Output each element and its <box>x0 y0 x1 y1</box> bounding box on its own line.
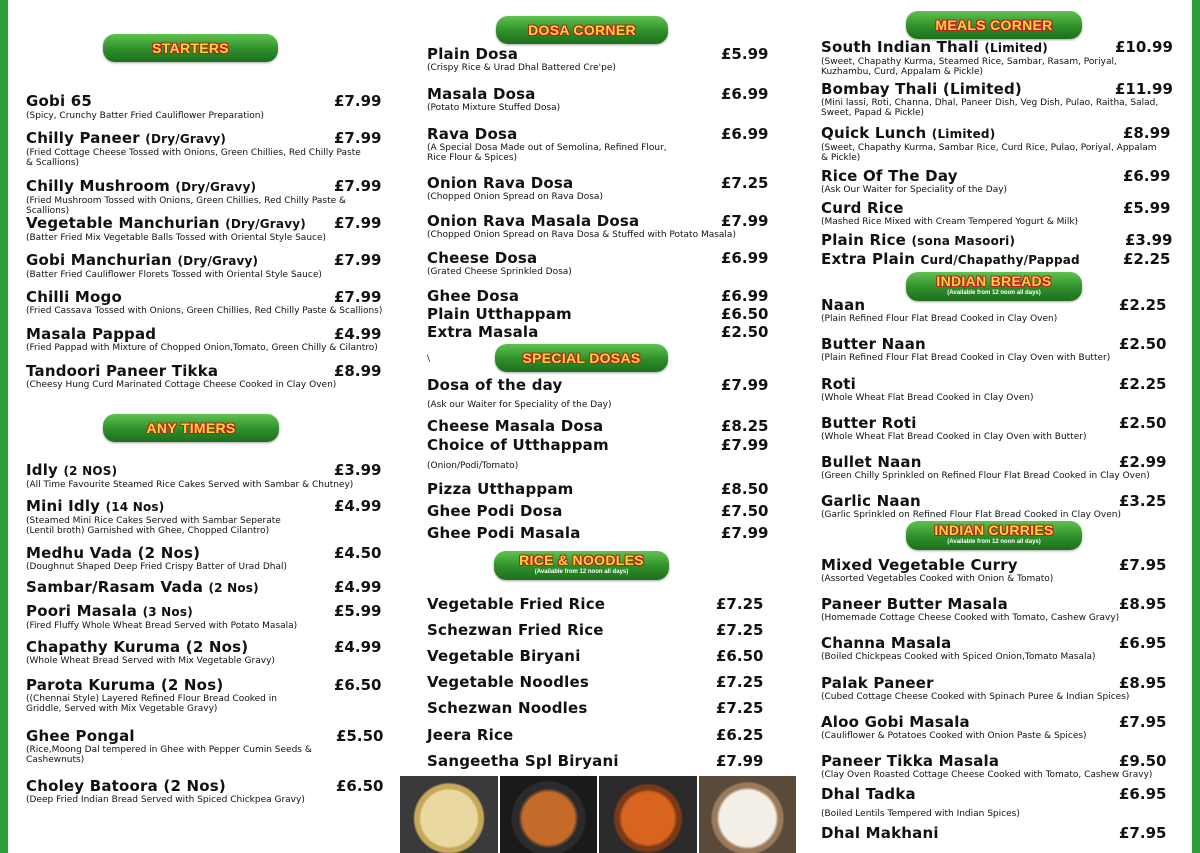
item-desc: (Cauliflower & Potatoes Cooked with Onion Paste & Spices) <box>821 731 1087 741</box>
item-name: Extra Masala <box>427 323 539 341</box>
item-desc: (Deep Fried Indian Bread Served with Spiced Chickpea Gravy) <box>26 795 305 805</box>
item-name: Plain Utthappam <box>427 305 572 323</box>
item-desc: (Spicy, Crunchy Batter Fried Cauliflower Preparation) <box>26 111 264 121</box>
item-price: £7.95 <box>1119 824 1167 842</box>
menu-item <box>427 752 767 770</box>
item-name: Dhal Tadka <box>821 785 916 803</box>
indian-curries-note: (Available from 12 noon all days) <box>947 539 1041 545</box>
menu-item <box>821 375 1171 403</box>
item-name: Gobi 65 <box>26 92 92 110</box>
item-name: Paneer Tikka Masala <box>821 752 1000 770</box>
item-desc: (Grated Cheese Sprinkled Dosa) <box>427 267 572 277</box>
item-name: Dhal Makhani <box>821 824 939 842</box>
item-price: £8.99 <box>334 362 382 380</box>
menu-item <box>821 785 1171 819</box>
menu-item <box>26 325 386 353</box>
item-name: Chilly Paneer (Dry/Gravy) <box>26 129 227 147</box>
item-desc: (Chopped Onion Spread on Rava Dosa) <box>427 192 603 202</box>
menu-item <box>427 726 767 744</box>
item-desc: (Mashed Rice Mixed with Cream Tempered Yogurt & Milk) <box>821 217 1079 227</box>
item-name: Butter Roti <box>821 414 917 432</box>
item-price: £6.99 <box>721 85 769 103</box>
item-name: Schezwan Fried Rice <box>427 621 604 639</box>
item-price: £6.95 <box>1119 634 1167 652</box>
item-desc: (Green Chilly Sprinkled on Refined Flour Flat Bread Cooked in Clay Oven) <box>821 471 1150 481</box>
item-price: £2.50 <box>721 323 769 341</box>
menu-item <box>26 129 386 168</box>
menu-item <box>427 699 767 717</box>
item-price: £7.25 <box>716 621 764 639</box>
special-dosas-heading: SPECIAL DOSAS <box>522 350 641 366</box>
item-price: £6.99 <box>721 125 769 143</box>
item-price: £4.99 <box>334 497 382 515</box>
item-name: Ghee Podi Masala <box>427 524 581 542</box>
menu-item <box>427 85 767 113</box>
item-price: £2.50 <box>1119 335 1167 353</box>
item-desc: (Batter Fried Cauliflower Florets Tossed with Oriental Style Sauce) <box>26 270 322 280</box>
item-price: £3.99 <box>1125 231 1173 249</box>
stray-mark: \ <box>427 354 431 364</box>
item-name: Rava Dosa <box>427 125 518 143</box>
item-price: £6.50 <box>334 676 382 694</box>
item-price: £4.99 <box>334 325 382 343</box>
item-name: Jeera Rice <box>427 726 514 744</box>
item-desc: (Ask our Waiter for Speciality of the Day) <box>427 400 612 410</box>
item-desc: (Sweet, Chapathy Kurma, Steamed Rice, Sambar, Rasam, Poriyal, Kuzhambu, Curd, Appalam & Pickle) <box>821 57 1117 77</box>
menu-item <box>427 621 767 639</box>
menu-item <box>427 287 767 305</box>
item-price: £2.25 <box>1123 250 1171 268</box>
item-price: £4.99 <box>334 578 382 596</box>
item-desc: (Clay Oven Roasted Cottage Cheese Cooked with Tomato, Cashew Gravy) <box>821 770 1153 780</box>
any-timers-heading: ANY TIMERS <box>146 420 236 436</box>
item-name: Chilly Mushroom (Dry/Gravy) <box>26 177 257 195</box>
menu-item <box>821 124 1171 163</box>
item-name: Tandoori Paneer Tikka <box>26 362 219 380</box>
item-name: Ghee Podi Dosa <box>427 502 563 520</box>
menu-item <box>821 250 1171 269</box>
menu-item <box>821 414 1171 442</box>
menu-item <box>26 251 386 280</box>
item-name: Onion Rava Masala Dosa <box>427 212 640 230</box>
menu-item <box>821 296 1171 324</box>
item-name: Roti <box>821 375 856 393</box>
menu-item <box>821 713 1171 741</box>
item-price: £4.50 <box>334 544 382 562</box>
item-desc: (Boiled Lentils Tempered with Indian Spices) <box>821 809 1020 819</box>
item-desc: (All Time Favourite Steamed Rice Cakes Served with Sambar & Chutney) <box>26 480 354 490</box>
item-name: Bullet Naan <box>821 453 922 471</box>
item-price: £8.95 <box>1119 595 1167 613</box>
menu-item <box>427 647 767 665</box>
noodles-photo <box>500 776 600 853</box>
item-name: Poori Masala (3 Nos) <box>26 602 193 620</box>
rice-noodles-note: (Available from 12 noon all days) <box>534 569 629 575</box>
item-price: £6.25 <box>716 726 764 744</box>
menu-item <box>26 362 386 390</box>
menu-item <box>26 544 386 572</box>
item-desc: (Boiled Chickpeas Cooked with Spiced Onion,Tomato Masala) <box>821 652 1096 662</box>
item-desc: (Plain Refined Flour Flat Bread Cooked in Clay Oven with Butter) <box>821 353 1111 363</box>
item-desc: (Crispy Rice & Urad Dhal Battered Cre'pe) <box>427 63 616 73</box>
item-desc: (Plain Refined Flour Flat Bread Cooked in Clay Oven) <box>821 314 1058 324</box>
item-desc: (Ask Our Waiter for Speciality of the Day) <box>821 185 1008 195</box>
item-name: Vegetable Fried Rice <box>427 595 606 613</box>
menu-item <box>821 80 1171 118</box>
item-name: Ghee Dosa <box>427 287 520 305</box>
item-price: £7.99 <box>334 251 382 269</box>
item-price: £7.99 <box>334 129 382 147</box>
food-photos <box>400 776 796 853</box>
item-desc: (Assorted Vegetables Cooked with Onion & Tomato) <box>821 574 1054 584</box>
schezwan-noodles-photo <box>599 776 699 853</box>
item-desc: ((Chennai Style) Layered Refined Flour Bread Cooked in Griddle, Served with Mix Vegetable Gravy) <box>26 694 277 714</box>
meals-corner-heading: MEALS CORNER <box>935 17 1053 33</box>
menu-item <box>427 502 767 520</box>
item-name: Chapathy Kuruma (2 Nos) <box>26 638 249 656</box>
menu-item <box>427 524 767 542</box>
item-price: £7.25 <box>721 174 769 192</box>
item-price: £7.95 <box>1119 713 1167 731</box>
item-name: Mixed Vegetable Curry <box>821 556 1018 574</box>
item-desc: (Cheesy Hung Curd Marinated Cottage Cheese Cooked in Clay Oven) <box>26 380 337 390</box>
item-price: £7.99 <box>721 376 769 394</box>
indian-breads-note: (Available from 12 noon all days) <box>947 290 1041 296</box>
menu-item <box>821 167 1171 195</box>
menu-item <box>821 595 1171 623</box>
item-price: £7.99 <box>721 212 769 230</box>
item-price: £5.99 <box>334 602 382 620</box>
menu-item <box>821 199 1171 227</box>
menu-item <box>821 492 1171 520</box>
item-price: £6.50 <box>721 305 769 323</box>
item-price: £11.99 <box>1115 80 1173 98</box>
item-desc: (A Special Dosa Made out of Semolina, Refined Flour, Rice Flour & Spices) <box>427 143 667 163</box>
item-price: £10.99 <box>1115 38 1173 56</box>
item-price: £7.50 <box>721 502 769 520</box>
item-price: £2.50 <box>1119 414 1167 432</box>
item-price: £6.99 <box>1123 167 1171 185</box>
menu-item <box>821 556 1171 584</box>
item-desc: (Batter Fried Mix Vegetable Balls Tossed with Oriental Style Sauce) <box>26 233 327 243</box>
item-name: Extra Plain Curd/Chapathy/Pappad <box>821 250 1080 268</box>
item-price: £9.50 <box>1119 752 1167 770</box>
item-price: £6.50 <box>336 777 384 795</box>
item-price: £8.50 <box>721 480 769 498</box>
item-name: Paneer Butter Masala <box>821 595 1008 613</box>
item-name: Aloo Gobi Masala <box>821 713 970 731</box>
item-name: South Indian Thali (Limited) <box>821 38 1048 56</box>
item-name: Dosa of the day <box>427 376 563 394</box>
item-desc: (Fried Mushroom Tossed with Onions, Green Chillies, Red Chilly Paste & Scallions) <box>26 196 347 216</box>
menu-item <box>427 376 767 410</box>
menu-item <box>427 249 767 277</box>
item-name: Quick Lunch (Limited) <box>821 124 996 142</box>
item-desc: (Fried Cassava Tossed with Onions, Green Chillies, Red Chilly Paste & Scallions) <box>26 306 383 316</box>
item-name: Choice of Utthappam <box>427 436 609 454</box>
item-name: Cheese Masala Dosa <box>427 417 604 435</box>
item-name: Vegetable Manchurian (Dry/Gravy) <box>26 214 306 232</box>
item-price: £7.99 <box>721 436 769 454</box>
item-name: Butter Naan <box>821 335 926 353</box>
item-desc: (Rice,Moong Dal tempered in Ghee with Pepper Cumin Seeds & Cashewnuts) <box>26 745 312 765</box>
menu-item <box>26 288 386 316</box>
item-price: £5.99 <box>1123 199 1171 217</box>
item-price: £6.50 <box>716 647 764 665</box>
menu-item <box>427 480 767 498</box>
item-desc: (Onion/Podi/Tomato) <box>427 461 519 471</box>
menu-item <box>821 453 1171 481</box>
item-desc: (Cubed Cottage Cheese Cooked with Spinach Puree & Indian Spices) <box>821 692 1130 702</box>
any-timers-banner <box>103 414 279 442</box>
dosa-corner-banner <box>496 16 668 44</box>
menu-item <box>821 752 1171 780</box>
item-price: £7.99 <box>334 214 382 232</box>
menu-item <box>26 461 386 490</box>
item-price: £3.25 <box>1119 492 1167 510</box>
menu-item <box>26 497 386 536</box>
item-name: Masala Dosa <box>427 85 536 103</box>
item-desc: (Chopped Onion Spread on Rava Dosa & Stuffed with Potato Masala) <box>427 230 736 240</box>
item-price: £6.99 <box>721 287 769 305</box>
item-price: £7.99 <box>334 92 382 110</box>
item-price: £7.25 <box>716 699 764 717</box>
item-name: Cheese Dosa <box>427 249 538 267</box>
item-name: Plain Rice (sona Masoori) <box>821 231 1016 249</box>
item-price: £7.25 <box>716 673 764 691</box>
item-price: £7.95 <box>1119 556 1167 574</box>
rice-noodles-banner <box>494 551 669 580</box>
item-desc: (Sweet, Chapathy Kurma, Sambar Rice, Curd Rice, Pulao, Poriyal, Appalam & Pickle) <box>821 143 1157 163</box>
menu-item <box>26 727 386 765</box>
menu-item <box>427 45 767 73</box>
item-price: £5.50 <box>336 727 384 745</box>
menu-item <box>427 436 767 471</box>
menu-item <box>26 214 386 243</box>
menu-item <box>26 676 386 714</box>
item-name: Onion Rava Dosa <box>427 174 574 192</box>
item-price: £3.99 <box>334 461 382 479</box>
item-desc: (Potato Mixture Stuffed Dosa) <box>427 103 561 113</box>
starters-banner <box>103 34 278 62</box>
menu-item <box>427 323 767 341</box>
menu-item <box>26 177 386 216</box>
item-desc: (Garlic Sprinkled on Refined Flour Flat Bread Cooked in Clay Oven) <box>821 510 1121 520</box>
menu-item <box>427 212 767 240</box>
starters-heading: STARTERS <box>152 40 229 56</box>
item-name: Garlic Naan <box>821 492 921 510</box>
item-name: Naan <box>821 296 866 314</box>
item-name: Ghee Pongal <box>26 727 135 745</box>
item-price: £8.95 <box>1119 674 1167 692</box>
indian-breads-heading: INDIAN BREADS <box>936 273 1052 289</box>
item-price: £6.99 <box>721 249 769 267</box>
menu-item <box>821 335 1171 363</box>
item-price: £7.99 <box>334 177 382 195</box>
item-name: Masala Pappad <box>26 325 157 343</box>
item-name: Schezwan Noodles <box>427 699 588 717</box>
item-price: £7.99 <box>334 288 382 306</box>
item-desc: (Steamed Mini Rice Cakes Served with Sambar Seperate (Lentil broth) Garnished with Ghee, Chopped Cilantro) <box>26 516 281 536</box>
item-price: £2.25 <box>1119 375 1167 393</box>
fried-rice-photo <box>400 776 500 853</box>
item-name: Curd Rice <box>821 199 904 217</box>
rice-noodles-heading: RICE & NOODLES <box>519 552 644 568</box>
menu-item <box>821 38 1171 77</box>
item-desc: (Homemade Cottage Cheese Cooked with Tomato, Cashew Gravy) <box>821 613 1120 623</box>
item-name: Idly (2 NOS) <box>26 461 118 479</box>
menu-item <box>427 673 767 691</box>
item-desc: (Fried Pappad with Mixture of Chopped Onion,Tomato, Green Chilly & Cilantro) <box>26 343 378 353</box>
meals-corner-banner <box>906 11 1082 39</box>
item-price: £7.25 <box>716 595 764 613</box>
item-desc: (Whole Wheat Bread Served with Mix Vegetable Gravy) <box>26 656 275 666</box>
menu-item <box>427 417 767 435</box>
item-price: £2.99 <box>1119 453 1167 471</box>
item-desc: (Doughnut Shaped Deep Fried Crispy Batter of Urad Dhal) <box>26 562 288 572</box>
dosa-corner-heading: DOSA CORNER <box>528 22 636 38</box>
menu-item <box>26 602 386 631</box>
item-price: £7.99 <box>716 752 764 770</box>
item-price: £6.95 <box>1119 785 1167 803</box>
menu-item <box>427 595 767 613</box>
menu-item <box>427 305 767 323</box>
item-name: Vegetable Noodles <box>427 673 589 691</box>
item-price: £8.25 <box>721 417 769 435</box>
item-name: Sambar/Rasam Vada (2 Nos) <box>26 578 259 596</box>
item-price: £7.99 <box>721 524 769 542</box>
item-name: Bombay Thali (Limited) <box>821 80 1022 98</box>
menu-item <box>427 174 767 202</box>
item-desc: (Mini lassi, Roti, Channa, Dhal, Paneer Dish, Veg Dish, Pulao, Raitha, Salad, Sweet, Papad & Pickle) <box>821 98 1159 118</box>
item-price: £8.99 <box>1123 124 1171 142</box>
item-desc: (Fried Cottage Cheese Tossed with Onions, Green Chillies, Red Chilly Paste & Scallions) <box>26 148 361 168</box>
menu-item <box>821 634 1171 662</box>
item-name: Vegetable Biryani <box>427 647 581 665</box>
jeera-rice-photo <box>699 776 797 853</box>
item-name: Chilli Mogo <box>26 288 122 306</box>
item-name: Plain Dosa <box>427 45 519 63</box>
item-name: Rice Of The Day <box>821 167 958 185</box>
indian-curries-banner <box>906 521 1082 550</box>
item-price: £2.25 <box>1119 296 1167 314</box>
item-name: Palak Paneer <box>821 674 934 692</box>
item-name: Gobi Manchurian (Dry/Gravy) <box>26 251 259 269</box>
special-dosas-banner <box>495 344 668 372</box>
item-name: Channa Masala <box>821 634 952 652</box>
menu-item <box>26 92 386 121</box>
menu-item <box>26 638 386 666</box>
menu-item <box>427 125 767 163</box>
item-name: Choley Batoora (2 Nos) <box>26 777 226 795</box>
item-name: Mini Idly (14 Nos) <box>26 497 165 515</box>
item-name: Medhu Vada (2 Nos) <box>26 544 201 562</box>
item-name: Pizza Utthappam <box>427 480 574 498</box>
menu-item <box>821 231 1171 250</box>
menu-item <box>821 824 1171 842</box>
item-desc: (Whole Wheat Flat Bread Cooked in Clay Oven) <box>821 393 1034 403</box>
item-name: Parota Kuruma (2 Nos) <box>26 676 224 694</box>
menu-item <box>26 777 386 805</box>
menu-item <box>26 578 386 597</box>
item-name: Sangeetha Spl Biryani <box>427 752 619 770</box>
item-desc: (Fired Fluffy Whole Wheat Bread Served with Potato Masala) <box>26 621 298 631</box>
item-desc: (Whole Wheat Flat Bread Cooked in Clay Oven with Butter) <box>821 432 1087 442</box>
indian-curries-heading: INDIAN CURRIES <box>934 522 1054 538</box>
item-price: £4.99 <box>334 638 382 656</box>
menu-item <box>821 674 1171 702</box>
item-price: £5.99 <box>721 45 769 63</box>
